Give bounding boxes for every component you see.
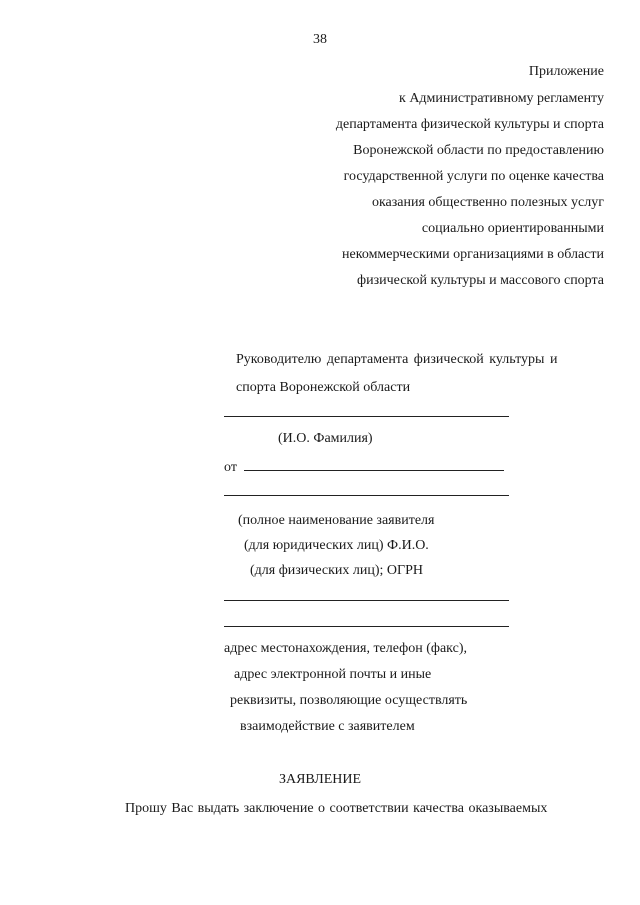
applicant-caption-line: (для физических лиц); ОГРН: [250, 563, 424, 578]
applicant-caption-line: (для юридических лиц) Ф.И.О.: [244, 538, 429, 553]
contact-caption-line: адрес местонахождения, телефон (факс),: [224, 641, 467, 656]
appendix-line: Приложение: [528, 64, 604, 79]
page-number: 38: [313, 32, 327, 47]
appendix-line: государственной услуги по оценке качества: [343, 169, 604, 184]
addressee-title-line: Руководителю департамента физической культуры и: [236, 352, 558, 367]
statement-title: ЗАЯВЛЕНИЕ: [278, 772, 362, 787]
applicant-underline[interactable]: [224, 495, 509, 496]
appendix-line: Воронежской области по предоставлению: [353, 143, 604, 158]
contact-caption-line: реквизиты, позволяющие осуществлять: [230, 693, 468, 708]
contact-caption-line: адрес электронной почты и иные: [234, 667, 432, 682]
applicant-caption-line: (полное наименование заявителя: [238, 513, 435, 528]
name-underline[interactable]: [224, 416, 509, 417]
from-underline[interactable]: [244, 470, 504, 471]
statement-first-line: Прошу Вас выдать заключение о соответствии качества оказываемых: [125, 801, 548, 816]
contact-underline[interactable]: [224, 626, 509, 627]
appendix-line: некоммерческими организациями в области: [342, 247, 604, 262]
appendix-line: оказания общественно полезных услуг: [371, 195, 604, 210]
name-caption: (И.О. Фамилия): [278, 431, 373, 446]
from-label: от: [224, 460, 237, 475]
appendix-line: департамента физической культуры и спорта: [335, 117, 604, 132]
appendix-line: физической культуры и массового спорта: [357, 273, 604, 288]
appendix-line: социально ориентированными: [421, 221, 604, 236]
appendix-line: к Административному регламенту: [399, 91, 604, 106]
contact-underline[interactable]: [224, 600, 509, 601]
addressee-title-line: спорта Воронежской области: [236, 380, 411, 395]
contact-caption-line: взаимодействие с заявителем: [240, 719, 415, 734]
